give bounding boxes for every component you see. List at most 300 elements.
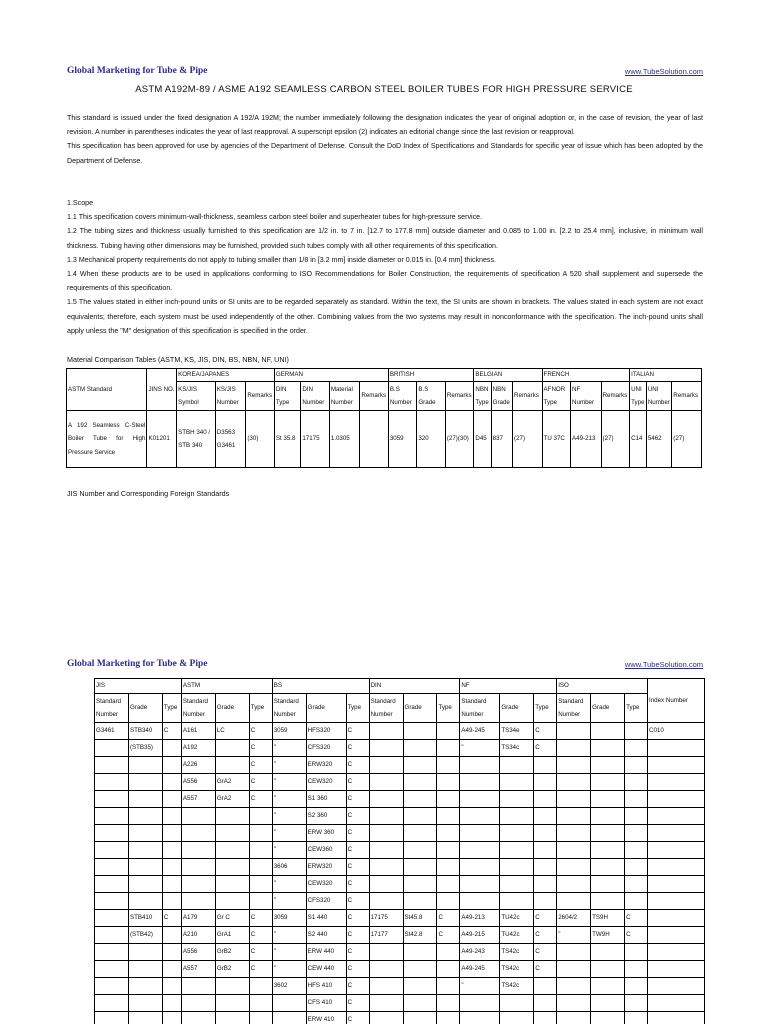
table-cell [249,825,272,842]
table-cell [437,893,460,910]
column-header: DIN Type [274,382,300,411]
table-cell [437,961,460,978]
column-header: Remarks [513,382,543,411]
table-cell [591,876,625,893]
table-cell: TU42c [500,927,534,944]
table-cell: HFS 410 [306,978,346,995]
table-cell [591,825,625,842]
cell: (27) [672,411,702,468]
table-cell [460,893,500,910]
intro-paragraph: This standard is issued under the fixed designation A 192/A 192M; the number immediately following the designation indicates the year of original adoption or, in the case of revision, the year of last revision. A number in parentheses indicates the year of last reapproval. A superscript epsilon (2) indicates an editorial change since the last revision or reapproval. [67,114,703,137]
table-cell: CFS320 [306,740,346,757]
table-cell [162,842,181,859]
table-cell [95,944,129,961]
table1-group-row [67,369,702,382]
table-cell: " [272,774,306,791]
table-cell [162,825,181,842]
table-cell [369,808,403,825]
table-cell [403,859,437,876]
table-cell: C [437,910,460,927]
table-cell [95,859,129,876]
table-cell [648,842,705,859]
table-cell: C [346,825,369,842]
table-cell [403,961,437,978]
table-cell [272,995,306,1012]
scope-item: 1.2 The tubing sizes and thickness usually furnished to this specification are 1/2 in. to 7 in. [12.7 to 177.8 mm] outside diameter and 0.085 to 1.00 in. [2.2 to 25.4 mm], inclusive, in minimum wall thickness. Tubing having other dimensions may be furnished, provided such tubes comply with all other requirements of this specification. [67,227,703,250]
table-cell: TS9H [591,910,625,927]
table-cell: C010 [648,723,705,740]
table-cell: C [534,723,557,740]
table-cell [215,893,249,910]
table-cell [162,808,181,825]
table-cell [534,1012,557,1024]
table-cell [500,842,534,859]
table-cell: " [272,944,306,961]
table-cell [162,876,181,893]
table-cell [272,1012,306,1024]
table-cell: A49-215 [460,927,500,944]
table-cell: A557 [181,791,215,808]
column-header: NBN Grade [491,382,512,411]
table-cell [500,825,534,842]
table-cell [403,740,437,757]
table-cell: ERW 410 [306,1012,346,1024]
astm-standard-header: ASTM Standard [67,369,147,411]
table-row [95,859,705,876]
column-header: Standard Number [272,694,306,723]
table-cell [460,791,500,808]
table-cell: A557 [181,961,215,978]
cell: 17175 [301,411,330,468]
table-cell: C [346,808,369,825]
table-cell [403,723,437,740]
scope-section [67,196,703,338]
website-link[interactable]: www.TubeSolution.com [624,660,703,669]
table-cell [128,791,162,808]
table-cell [369,842,403,859]
column-header: Remarks [360,382,389,411]
brand-text: Global Marketing for Tube & Pipe [67,659,208,669]
table-cell [591,791,625,808]
table-cell: C [625,910,648,927]
website-link[interactable]: www.TubeSolution.com [624,67,703,76]
table-cell [181,876,215,893]
table-cell [625,995,648,1012]
table-cell [215,859,249,876]
table-cell: ERW 440 [306,944,346,961]
cell: STBH 340 / STB 340 [177,411,216,468]
table-cell [95,995,129,1012]
cell: D45 [474,411,491,468]
table-cell [625,740,648,757]
cell: K01201 [147,411,177,468]
table-cell: A556 [181,774,215,791]
table-cell [648,978,705,995]
cell: 837 [491,411,512,468]
table-cell [534,995,557,1012]
table-cell [95,842,129,859]
table-cell [625,859,648,876]
table-cell [369,859,403,876]
table-cell: C [249,791,272,808]
table-cell [648,740,705,757]
table-row [95,842,705,859]
table-cell: C [534,740,557,757]
table-cell: " [272,740,306,757]
table-row [95,791,705,808]
table-cell: C [534,944,557,961]
table1-caption: Material Comparison Tables (ASTM, KS, JIS, DIN, BS, NBN, NF, UNI) [67,355,289,364]
table-cell [625,978,648,995]
table-row [95,757,705,774]
table-cell [215,740,249,757]
table-cell [557,961,591,978]
table-cell [162,893,181,910]
table-cell: TW9H [591,927,625,944]
group-header: DIN [369,679,460,694]
table-cell [591,842,625,859]
table-cell [460,825,500,842]
table-cell [591,808,625,825]
table-cell [557,791,591,808]
table-cell: A226 [181,757,215,774]
group-header: FRENCH [542,369,630,382]
table-cell: CEW360 [306,842,346,859]
table-cell [591,774,625,791]
column-header: Type [249,694,272,723]
table2-group-row [95,679,705,694]
table-cell [557,757,591,774]
table-cell [403,995,437,1012]
table-cell: GrA1 [215,927,249,944]
table-row [95,723,705,740]
table-cell: LC [215,723,249,740]
table-cell [181,808,215,825]
table-cell [249,842,272,859]
table-row [67,411,702,468]
table-cell [128,893,162,910]
table-cell: ERW320 [306,757,346,774]
table-cell [648,825,705,842]
table-cell [437,842,460,859]
column-header: NF Number [571,382,602,411]
table-cell [437,978,460,995]
table-cell: C [249,910,272,927]
table-row [95,1012,705,1024]
column-header: AFNOR Type [542,382,571,411]
table-cell [403,842,437,859]
table-cell: C [249,723,272,740]
table-cell: STB340 [128,723,162,740]
table-cell [181,978,215,995]
table-cell [648,944,705,961]
table-cell [534,808,557,825]
table-cell: C [249,774,272,791]
column-header: Grade [500,694,534,723]
table-cell [369,791,403,808]
table-cell: S1 440 [306,910,346,927]
table-cell [500,1012,534,1024]
table-cell [403,825,437,842]
table-cell [369,740,403,757]
table-cell [215,825,249,842]
table-cell [534,859,557,876]
table-cell [534,978,557,995]
table-cell: " [272,893,306,910]
table-cell [557,876,591,893]
table-cell [128,808,162,825]
column-header: Grade [306,694,346,723]
table-cell [403,893,437,910]
table-cell: C [534,927,557,944]
table-cell [625,723,648,740]
table-cell [162,944,181,961]
table-cell [128,825,162,842]
table-cell: C [162,723,181,740]
table-cell: C [249,757,272,774]
table-cell [95,808,129,825]
table-cell: St42.8 [403,927,437,944]
table-cell [500,774,534,791]
table-cell [591,740,625,757]
table-cell: 3059 [272,723,306,740]
column-header: Grade [591,694,625,723]
table-cell [437,774,460,791]
table-cell [369,978,403,995]
table-cell [181,825,215,842]
table-cell [249,1012,272,1024]
table-cell: C [249,927,272,944]
table-cell: St45.8 [403,910,437,927]
scope-heading: 1.Scope [67,199,94,207]
table-cell: TS34c [500,740,534,757]
table2-body [95,723,705,1024]
table-cell [249,859,272,876]
table-cell [591,893,625,910]
table-cell [181,859,215,876]
table-cell: STB410 [128,910,162,927]
table-cell: TU42c [500,910,534,927]
table-cell [648,961,705,978]
table-cell [591,978,625,995]
group-header: BS [272,679,369,694]
table-cell [249,978,272,995]
table-cell: C [346,927,369,944]
table-cell: A192 [181,740,215,757]
table-cell: C [534,910,557,927]
table-cell [648,808,705,825]
jis-no-header: JINS NO. [147,369,177,411]
group-header: JIS [95,679,182,694]
column-header: B.S Number [388,382,417,411]
table-cell [500,995,534,1012]
table-cell: C [346,910,369,927]
table-cell [181,842,215,859]
column-header: Grade [403,694,437,723]
table-cell [648,859,705,876]
table-cell [162,961,181,978]
table-cell [557,859,591,876]
table-cell [128,774,162,791]
table-cell [369,774,403,791]
table-cell [128,757,162,774]
table-cell [625,825,648,842]
table-cell [500,876,534,893]
table-cell: C [346,740,369,757]
table-cell: A49-245 [460,961,500,978]
column-header: Standard Number [369,694,403,723]
table-cell [591,995,625,1012]
table-cell [625,791,648,808]
table-cell: " [272,808,306,825]
table-cell [162,859,181,876]
page-header [67,66,703,82]
table-cell [625,842,648,859]
table-cell: " [272,757,306,774]
table-cell [128,978,162,995]
table-cell: C [346,774,369,791]
table-cell: " [272,961,306,978]
table-row [95,995,705,1012]
table-cell [162,978,181,995]
column-header: Grade [215,694,249,723]
group-header: NF [460,679,557,694]
column-header: Remarks [445,382,474,411]
table-cell: CEW 440 [306,961,346,978]
table-cell: CFS320 [306,893,346,910]
table-cell [591,757,625,774]
intro-paragraph: This specification has been approved for use by agencies of the Department of Defense. Consult the DoD Index of Specifications and Standards for specific year of issue which has been adopted by the Department of Defense. [67,142,703,165]
table-cell [437,791,460,808]
table-cell [95,961,129,978]
cell: 3059 [388,411,417,468]
table-row [95,825,705,842]
column-header: Type [346,694,369,723]
cell: A49-213 [571,411,602,468]
table-cell: C [346,893,369,910]
group-header: ISO [557,679,648,694]
table-cell [181,995,215,1012]
table-cell [95,893,129,910]
table-cell: " [460,978,500,995]
table-row [95,893,705,910]
table-cell: C [249,740,272,757]
table-cell [557,740,591,757]
table-cell [534,757,557,774]
column-header: Type [534,694,557,723]
table-cell [591,1012,625,1024]
table-cell [369,825,403,842]
column-header: Standard Number [460,694,500,723]
table-cell [128,859,162,876]
table-cell [437,859,460,876]
page-2 [0,648,768,1024]
table-cell [557,825,591,842]
table-cell [437,757,460,774]
table-cell [557,978,591,995]
table-cell [369,723,403,740]
table-cell [215,842,249,859]
table-cell: 2604/2 [557,910,591,927]
table-cell [403,978,437,995]
table-cell [162,1012,181,1024]
table-cell: G3461 [95,723,129,740]
table-cell [591,859,625,876]
table-cell [625,1012,648,1024]
table-cell: CFS 410 [306,995,346,1012]
table-cell: C [346,995,369,1012]
table-cell [625,944,648,961]
table-cell [162,774,181,791]
table-cell: A49-243 [460,944,500,961]
table-cell [534,774,557,791]
column-header: B.S Grade [417,382,446,411]
table-cell: GrB2 [215,944,249,961]
table-cell [128,1012,162,1024]
table-cell [95,910,129,927]
table-cell [648,876,705,893]
table-cell [215,978,249,995]
table-cell [215,995,249,1012]
column-header: Type [162,694,181,723]
group-header: GERMAN [274,369,388,382]
table-row [95,740,705,757]
table-cell: CEW320 [306,774,346,791]
table-cell [215,876,249,893]
table-cell: GrA2 [215,791,249,808]
table-cell [557,723,591,740]
table-cell [437,740,460,757]
table-cell [369,995,403,1012]
table-cell [648,1012,705,1024]
jis-foreign-standards-table [94,678,705,1024]
table-cell [369,757,403,774]
table-cell [369,961,403,978]
table-cell [557,944,591,961]
table-cell: C [346,961,369,978]
table-cell: " [272,825,306,842]
column-header: KS/JIS Symbol [177,382,216,411]
table-cell [437,944,460,961]
table-cell: CEW320 [306,876,346,893]
column-header: UNI Type [630,382,647,411]
column-header: KS/JIS Number [215,382,246,411]
table-cell [591,723,625,740]
cell: (27) [513,411,543,468]
table-cell: 3602 [272,978,306,995]
table-cell [95,978,129,995]
table-cell [437,808,460,825]
table-cell: C [346,876,369,893]
table-cell [95,825,129,842]
table-cell [249,995,272,1012]
table-cell [95,876,129,893]
column-header: Material Number [329,382,360,411]
table-cell [369,1012,403,1024]
table-cell: S2 360 [306,808,346,825]
table-cell [95,774,129,791]
table-cell [534,825,557,842]
table-cell: C [346,859,369,876]
table-cell [625,961,648,978]
table-cell [162,995,181,1012]
table-row [95,808,705,825]
table-row [95,774,705,791]
table-cell [437,825,460,842]
table-cell [162,791,181,808]
table-cell [460,842,500,859]
table-cell [625,893,648,910]
